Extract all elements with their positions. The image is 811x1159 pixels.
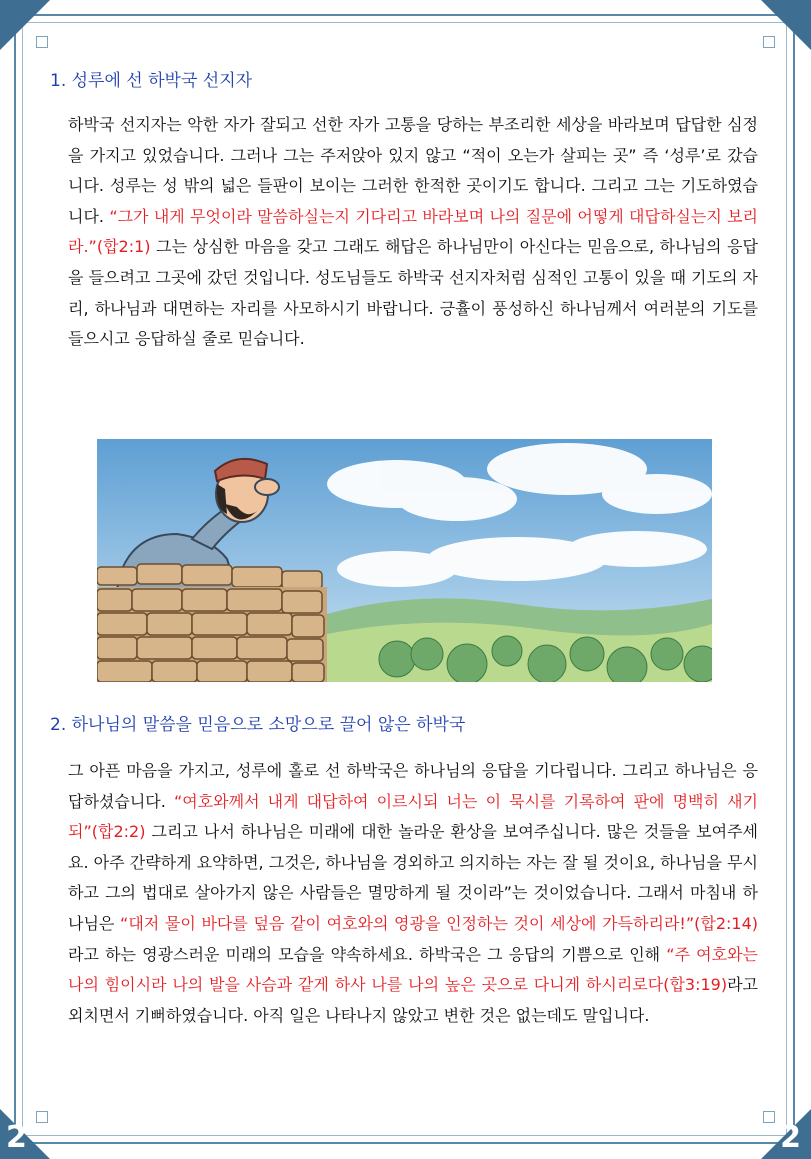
corner-ornament-bl	[36, 1111, 48, 1123]
section2-title: 2. 하나님의 말씀을 믿음으로 소망으로 끌어 않은 하박국	[50, 715, 466, 735]
body-text: 라고 하는 영광스러운 미래의 모습을 약속하세요. 하박국은 그 응답의 기쁨으로 인해	[68, 944, 667, 964]
body-text: 라고 외치면서 기뻐하였습니다. 아직 일은 나타나지 않았고 변한 것은 없는데도 말입니다.	[68, 975, 758, 1025]
section1-paragraph	[68, 110, 758, 355]
body-text: 하박국 선지자는 악한 자가 잘되고 선한 자가 고통을 당하는 부조리한 세상을 바라보며 답답한 심정을 가지고 있었습니다. 그러나 그는 주저앉아 있지 않고 “적이 오는가 살피는 곳” 즉 ‘성루’로 갔습니다. 성루는 성 밖의 넓은 들판이 보이는 그러한 한적한 곳이기도 합니다. 그리고 그는 기도하였습니다.	[68, 115, 758, 226]
body-text: 그 아픈 마음을 가지고, 성루에 홀로 선 하박국은 하나님의 응답을 기다립니다. 그리고 하나님은 응답하셨습니다.	[68, 761, 758, 811]
scripture-quote: “여호와께서 내게 대답하여 이르시되 너는 이 묵시를 기록하여 판에 명백히 새기되”(합2:2)	[68, 791, 758, 842]
scripture-quote: “대저 물이 바다를 덮음 같이 여호와의 영광을 인정하는 것이 세상에 가득하리라!”(합2:14)	[120, 913, 758, 933]
section1-title: 1. 성루에 선 하박국 선지자	[50, 71, 253, 91]
page-number-left: 2	[6, 1120, 27, 1155]
scripture-quote: “주 여호와는 나의 힘이시라 나의 발을 사슴과 같게 하사 나를 나의 높은 곳으로 다니게 하시리로다(합3:19)	[68, 944, 759, 995]
scripture-quote: “그가 내게 무엇이라 말씀하실는지 기다리고 바라보며 나의 질문에 어떻게 대답하실는지 보리라.”(합2:1)	[68, 206, 758, 257]
prophet-on-watchtower-illustration	[97, 439, 712, 682]
body-text: 그는 상심한 마음을 갖고 그래도 해답은 하나님만이 아신다는 믿음으로, 하나님의 응답을 들으려고 그곳에 갔던 것입니다. 성도님들도 하박국 선지자처럼 심적인 고통이 있을 때 기도의 자리, 하나님과 대면하는 자리를 사모하시기 바랍니다. 긍휼이 풍성하신 하나님께서 여러분의 기도를 들으시고 응답하실 줄로 믿습니다.	[68, 237, 758, 349]
corner-ornament-tr	[763, 36, 775, 48]
corner-ornament-tl	[36, 36, 48, 48]
corner-ornament-br	[763, 1111, 775, 1123]
body-text: 그리고 나서 하나님은 미래에 대한 놀라운 환상을 보여주십니다. 많은 것들을 보여주세요. 아주 간략하게 요약하면, 그것은, 하나님을 경외하고 의지하는 자는 잘 될 것이요, 하나님을 무시하고 그의 법대로 살아가지 않은 사람들은 멸망하게 될 것이라”는 것이었습니다. 그래서 마침내 하나님은	[68, 822, 758, 933]
page-number-right: 2	[780, 1120, 801, 1155]
section2-paragraph	[68, 756, 758, 1031]
